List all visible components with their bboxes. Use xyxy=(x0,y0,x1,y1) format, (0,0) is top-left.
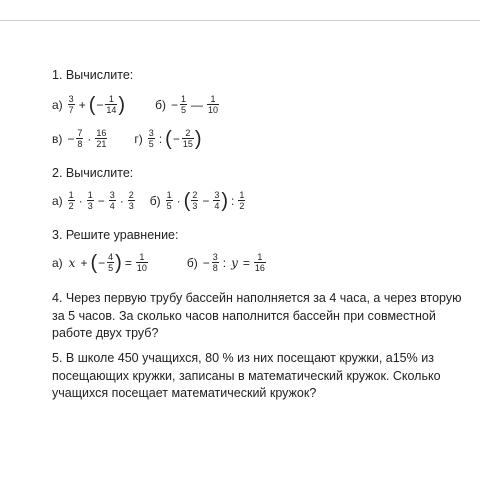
operator: − xyxy=(97,193,105,208)
task3-row xyxy=(52,252,267,273)
operator: : xyxy=(231,193,235,208)
operator: · xyxy=(119,193,124,208)
numerator: 1 xyxy=(239,190,245,200)
numerator: 7 xyxy=(77,128,83,138)
operator: · xyxy=(176,193,181,208)
fraction xyxy=(76,128,83,149)
denominator: 5 xyxy=(180,105,186,115)
denominator: 3 xyxy=(87,201,93,211)
left-paren: ( xyxy=(183,189,191,212)
task2-b-label: б) xyxy=(149,193,161,208)
fraction xyxy=(68,190,75,211)
left-paren: ( xyxy=(90,251,98,274)
task1-g-label: г) xyxy=(134,131,143,146)
left-paren: ( xyxy=(165,127,172,150)
numerator: 1 xyxy=(180,94,186,104)
denominator: 16 xyxy=(254,263,265,273)
operator: + xyxy=(78,97,86,112)
fraction xyxy=(213,190,220,211)
operator: : xyxy=(222,255,227,270)
numerator: 1 xyxy=(166,190,172,200)
denominator: 5 xyxy=(108,263,114,273)
task2-a xyxy=(52,190,136,211)
denominator: 10 xyxy=(207,105,218,115)
task1-b xyxy=(155,94,220,115)
right-paren: ) xyxy=(194,127,202,150)
fraction xyxy=(238,190,245,211)
variable-x: x xyxy=(68,255,76,270)
task1-v xyxy=(52,128,108,149)
right-paren: ) xyxy=(221,189,229,212)
task1-row2 xyxy=(52,128,202,149)
denominator: 5 xyxy=(166,201,172,211)
numerator: 3 xyxy=(68,94,74,104)
fraction xyxy=(107,252,114,273)
minus-sign: − xyxy=(98,255,106,270)
right-paren: ) xyxy=(115,251,122,274)
numerator: 1 xyxy=(257,252,263,262)
operator: · xyxy=(78,193,83,208)
numerator: 1 xyxy=(68,190,74,200)
numerator: 3 xyxy=(148,128,154,138)
denominator: 5 xyxy=(148,139,154,149)
fraction xyxy=(166,190,173,211)
minus-sign: − xyxy=(170,97,178,112)
fraction xyxy=(254,252,266,273)
minus-sign: − xyxy=(96,97,104,112)
denominator: 14 xyxy=(106,105,117,115)
denominator: 3 xyxy=(128,201,134,211)
numerator: 1 xyxy=(210,94,216,104)
operator: + xyxy=(80,255,88,270)
task2-heading: 2. Вычислите: xyxy=(52,166,134,180)
denominator: 3 xyxy=(192,201,198,211)
fraction xyxy=(182,128,194,149)
numerator: 1 xyxy=(87,190,93,200)
task1-a-label: а) xyxy=(52,97,63,112)
fraction xyxy=(87,190,94,211)
task2-row xyxy=(52,190,246,211)
denominator: 7 xyxy=(68,105,74,115)
numerator: 4 xyxy=(108,252,114,262)
task3-heading: 3. Решите уравнение: xyxy=(52,228,179,242)
task1-b-label: б) xyxy=(155,97,166,112)
numerator: 2 xyxy=(128,190,134,200)
right-paren: ) xyxy=(118,93,126,116)
task1-heading: 1. Вычислите: xyxy=(52,68,134,82)
denominator: 15 xyxy=(182,139,193,149)
fraction xyxy=(212,252,219,273)
denominator: 4 xyxy=(214,201,220,211)
denominator: 2 xyxy=(239,201,245,211)
operator: − xyxy=(202,193,210,208)
task5-text: 5. В школе 450 учащихся, 80 % из них посещают кружки, а15% из посещающих кружки, записаны в математический кружок. Сколько учащихся посещает математический кружок? xyxy=(52,351,441,400)
task2-a-label: а) xyxy=(52,193,63,208)
equals-sign: = xyxy=(242,255,250,270)
fraction xyxy=(136,252,148,273)
equals-sign: = xyxy=(124,255,132,270)
fraction xyxy=(128,190,135,211)
numerator: 3 xyxy=(214,190,220,200)
left-paren: ( xyxy=(88,93,96,116)
numerator: 16 xyxy=(96,128,107,138)
top-border-strip xyxy=(0,0,480,21)
task3-b-label: б) xyxy=(186,255,198,270)
operator: — xyxy=(190,97,203,112)
operator: · xyxy=(87,131,92,146)
task1-row1 xyxy=(52,94,220,115)
task4-text: 4. Через первую трубу бассейн наполняется за 4 часа, а через вторую за 5 часов. За сколько часов наполнится бассейн при совместной работе двух труб? xyxy=(52,291,462,340)
denominator: 2 xyxy=(68,201,74,211)
denominator: 4 xyxy=(109,201,115,211)
denominator: 8 xyxy=(212,263,218,273)
task1-a xyxy=(52,94,125,115)
numerator: 2 xyxy=(185,128,191,138)
denominator: 8 xyxy=(77,139,83,149)
fraction xyxy=(148,128,155,149)
task3-a xyxy=(52,252,149,273)
task1-v-label: в) xyxy=(52,131,63,146)
fraction xyxy=(68,94,75,115)
numerator: 1 xyxy=(108,94,114,104)
minus-sign: − xyxy=(172,131,180,146)
fraction xyxy=(180,94,187,115)
fraction xyxy=(95,128,107,149)
operator: : xyxy=(158,131,163,146)
fraction xyxy=(105,94,117,115)
fraction xyxy=(207,94,219,115)
denominator: 21 xyxy=(96,139,107,149)
denominator: 10 xyxy=(136,263,147,273)
numerator: 1 xyxy=(139,252,145,262)
numerator: 3 xyxy=(109,190,115,200)
task3-b xyxy=(187,252,267,273)
task2-b xyxy=(150,190,247,211)
minus-sign: − xyxy=(67,131,75,146)
task1-g xyxy=(134,128,201,149)
numerator: 2 xyxy=(192,190,198,200)
minus-sign: − xyxy=(202,255,210,270)
fraction xyxy=(191,190,198,211)
fraction xyxy=(109,190,116,211)
numerator: 3 xyxy=(212,252,218,262)
task3-a-label: а) xyxy=(52,255,63,270)
variable-y: y xyxy=(231,255,238,270)
